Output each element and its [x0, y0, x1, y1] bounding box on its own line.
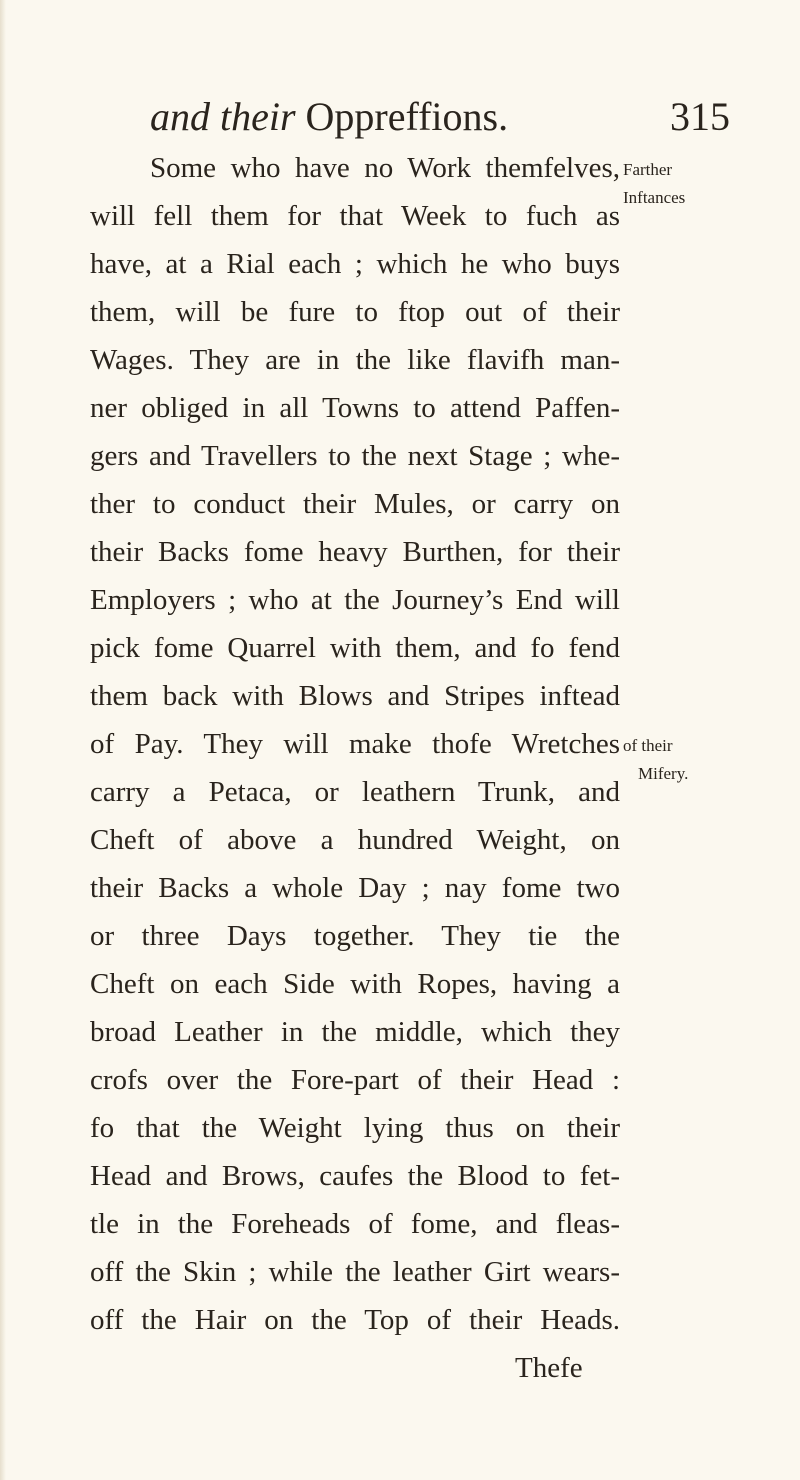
line-3: have, at a Rial each ; which he who buys: [90, 248, 620, 280]
text-line: [0, 720, 800, 768]
text-line: [0, 1008, 800, 1056]
text-line: [0, 1200, 800, 1248]
margin-note-instances: Inftances: [623, 188, 686, 207]
line-2: will fell them for that Week to fuch as: [90, 200, 620, 232]
text-line: [0, 1104, 800, 1152]
line-21: fo that the Weight lying thus on their: [90, 1112, 620, 1144]
text-line: [0, 1152, 800, 1200]
line-7: gers and Travellers to the next Stage ; whe-: [90, 440, 620, 472]
text-line: [0, 912, 800, 960]
line-6: ner obliged in all Towns to attend Paffen-: [90, 392, 620, 424]
text-line: [0, 288, 800, 336]
text-line: [0, 816, 800, 864]
running-head-italic: and their: [150, 94, 296, 139]
line-16: their Backs a whole Day ; nay fome two: [90, 872, 620, 904]
text-line: [0, 1056, 800, 1104]
text-line: [0, 432, 800, 480]
text-line: [0, 528, 800, 576]
line-20: crofs over the Fore-part of their Head :: [90, 1064, 620, 1096]
page-number: 315: [670, 94, 730, 139]
line-22: Head and Brows, caufes the Blood to fet-: [90, 1160, 620, 1192]
line-8: ther to conduct their Mules, or carry on: [90, 488, 620, 520]
line-15: Cheft of above a hundred Weight, on: [90, 824, 620, 856]
line-19: broad Leather in the middle, which they: [90, 1016, 620, 1048]
line-1: Some who have no Work themfelves,: [150, 152, 620, 184]
line-25: off the Hair on the Top of their Heads.: [90, 1304, 620, 1336]
line-9: their Backs fome heavy Burthen, for their: [90, 536, 620, 568]
running-head-title: Oppreffions.: [305, 94, 509, 139]
text-line: [0, 960, 800, 1008]
catchword: Thefe: [515, 1352, 583, 1384]
line-14: carry a Petaca, or leathern Trunk, and: [90, 776, 620, 808]
line-11: pick fome Quarrel with them, and fo fend: [90, 632, 620, 664]
line-18: Cheft on each Side with Ropes, having a: [90, 968, 620, 1000]
text-line: [0, 624, 800, 672]
line-10: Employers ; who at the Journey’s End will: [90, 584, 620, 616]
line-23: tle in the Foreheads of fome, and fleas-: [90, 1208, 620, 1240]
line-13: of Pay. They will make thofe Wretches: [90, 728, 620, 760]
text-line: [0, 336, 800, 384]
text-line: [0, 240, 800, 288]
margin-note-of-their: of their: [623, 736, 673, 755]
line-24: off the Skin ; while the leather Girt wears-: [90, 1256, 620, 1288]
margin-note-misery: Mifery.: [638, 764, 689, 783]
text-line: [0, 576, 800, 624]
text-line: [0, 144, 800, 192]
text-line: [0, 1248, 800, 1296]
text-line: [0, 480, 800, 528]
text-line: [0, 672, 800, 720]
line-5: Wages. They are in the like flavifh man-: [90, 344, 620, 376]
text-line: [0, 1296, 800, 1344]
line-4: them, will be fure to ftop out of their: [90, 296, 620, 328]
text-line: [0, 1344, 800, 1392]
line-17: or three Days together. They tie the: [90, 920, 620, 952]
margin-note-farther: Farther: [623, 160, 673, 179]
line-12: them back with Blows and Stripes inftead: [90, 680, 620, 712]
running-head: [150, 92, 730, 142]
text-line: [0, 384, 800, 432]
text-line: [0, 864, 800, 912]
